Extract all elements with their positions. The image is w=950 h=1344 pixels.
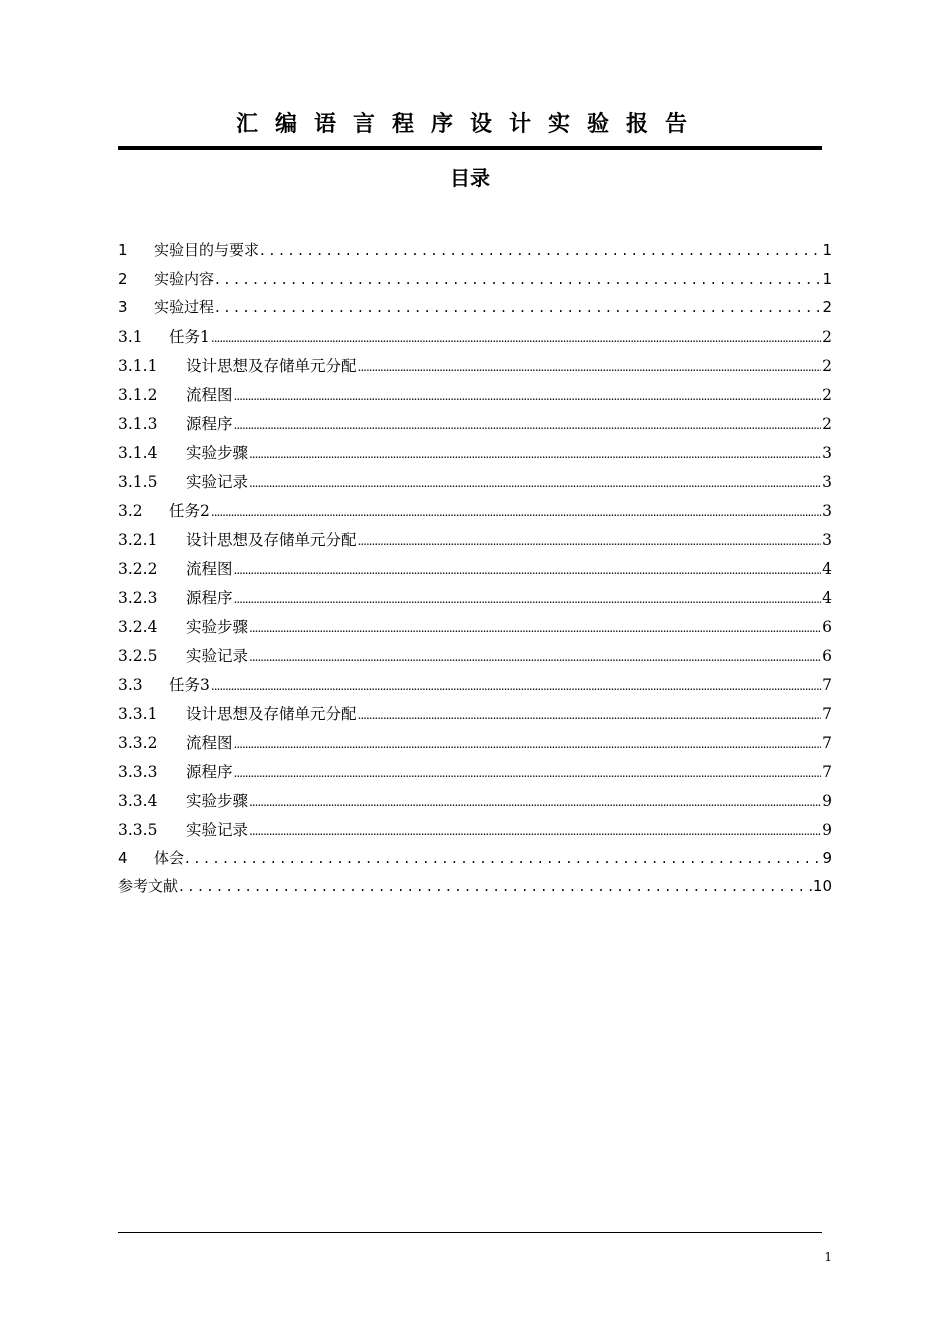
toc-entry-title: 流程图 [186, 733, 233, 752]
toc-entry[interactable] [118, 731, 832, 760]
toc-entry-number: 3.2.1 [118, 530, 158, 549]
toc-entry-page: 7 [822, 762, 832, 781]
toc-entry-number: 3.3.1 [118, 704, 158, 723]
toc-entry-title: 流程图 [186, 559, 233, 578]
toc-entry-title: 实验目的与要求 [154, 241, 260, 259]
toc-entry-title: 源程序 [186, 414, 233, 433]
toc-dot-leader [249, 447, 821, 461]
toc-dot-leader [358, 534, 822, 548]
toc-entry-page: 1 [822, 269, 832, 288]
toc-entry-title: 实验内容 [154, 269, 215, 288]
toc-entry-page: 4 [822, 588, 832, 607]
toc-dot-leader [234, 592, 822, 606]
toc-entry-title: 源程序 [186, 762, 233, 781]
toc-entry-number: 3.3.5 [118, 820, 158, 839]
toc-dot-leader [358, 708, 822, 722]
toc-dot-leader [234, 563, 822, 577]
toc-entry-number: 3.1.4 [118, 443, 158, 462]
toc-entry-number: 3.2.3 [118, 588, 158, 607]
toc-entry-number: 3 [118, 298, 128, 316]
toc-entry-number: 3.2.5 [118, 646, 158, 665]
toc-entry-number: 2 [118, 269, 128, 288]
toc-dot-leader [249, 621, 821, 635]
toc-entry-page: 3 [822, 443, 832, 462]
toc-entry-title: 实验步骤 [186, 791, 249, 810]
toc-entry-page: 3 [822, 472, 832, 491]
toc-entry[interactable] [118, 296, 832, 325]
toc-entry[interactable] [118, 441, 832, 470]
toc-entry[interactable] [118, 818, 832, 847]
toc-entry-title: 参考文献 [118, 877, 179, 895]
toc-entry-title: 源程序 [186, 588, 233, 607]
toc-entry[interactable] [118, 644, 832, 673]
toc-dot-leader [215, 270, 821, 288]
toc-entry-number: 4 [118, 848, 128, 867]
toc-entry-page: 4 [822, 559, 832, 578]
toc-entry-page: 6 [822, 646, 832, 665]
toc-entry[interactable] [118, 789, 832, 818]
toc-entry-title: 任务2 [169, 501, 210, 520]
toc-entry-title: 任务3 [169, 675, 210, 694]
toc-dot-leader [234, 389, 822, 403]
toc-entry-number: 3.3.3 [118, 762, 158, 781]
toc-entry[interactable] [118, 325, 832, 354]
toc-entry-page: 2 [822, 414, 832, 433]
footer-rule [118, 1232, 822, 1233]
toc-dot-leader [260, 241, 821, 259]
toc-entry[interactable] [118, 470, 832, 499]
toc-entry-page: 9 [822, 848, 832, 867]
toc-entry-page: 1 [822, 241, 832, 259]
toc-entry-page: 2 [822, 298, 832, 316]
toc-entry-number: 3.2.2 [118, 559, 158, 578]
toc-dot-leader [211, 679, 821, 693]
toc-entry-title: 实验步骤 [186, 617, 249, 636]
toc-dot-leader [249, 795, 821, 809]
toc-entry[interactable] [118, 586, 832, 615]
toc-entry-number: 3.1.3 [118, 414, 158, 433]
toc-entry-number: 3.1.2 [118, 385, 158, 404]
toc-entry-number: 3.3.4 [118, 791, 158, 810]
toc-entry-title: 设计思想及存储单元分配 [186, 704, 357, 723]
toc-dot-leader [211, 331, 821, 345]
toc-entry-page: 6 [822, 617, 832, 636]
toc-dot-leader [234, 737, 822, 751]
toc-entry-page: 3 [822, 530, 832, 549]
toc-entry[interactable] [118, 354, 832, 383]
page-number: 1 [824, 1250, 832, 1264]
toc-entry-number: 3.2 [118, 501, 143, 520]
toc-entry-number: 3.1 [118, 327, 143, 346]
toc-entry-number: 3.2.4 [118, 617, 158, 636]
toc-entry[interactable] [118, 383, 832, 412]
toc-entry-title: 实验记录 [186, 820, 249, 839]
toc-entry-page: 2 [822, 327, 832, 346]
report-header-title: 汇编语言程序设计实验报告 [235, 112, 704, 137]
toc-entry-page: 2 [822, 356, 832, 375]
toc-entry-title: 体会 [154, 848, 185, 867]
toc-entry[interactable] [118, 268, 832, 297]
toc-entry-number: 3.1.1 [118, 356, 158, 375]
toc-entry-number: 3.3 [118, 675, 143, 694]
toc-entry[interactable] [118, 499, 832, 528]
toc-entry-title: 流程图 [186, 385, 233, 404]
toc-entry[interactable] [118, 528, 832, 557]
toc-dot-leader [249, 650, 821, 664]
toc-entry-page: 10 [812, 877, 832, 895]
toc-dot-leader [179, 877, 812, 895]
toc-entry[interactable] [118, 702, 832, 731]
toc-entry[interactable] [118, 847, 832, 876]
toc-dot-leader [234, 766, 822, 780]
table-of-contents [118, 239, 832, 904]
toc-entry-title: 实验过程 [154, 298, 215, 316]
toc-entry-title: 设计思想及存储单元分配 [186, 356, 357, 375]
toc-entry[interactable] [118, 875, 832, 904]
toc-dot-leader [211, 505, 821, 519]
toc-dot-leader [358, 360, 822, 374]
toc-entry-number: 1 [118, 241, 128, 259]
toc-dot-leader [215, 298, 821, 316]
toc-entry[interactable] [118, 615, 832, 644]
toc-dot-leader [249, 824, 821, 838]
toc-entry[interactable] [118, 673, 832, 702]
toc-entry[interactable] [118, 412, 832, 441]
toc-entry-title: 实验记录 [186, 646, 249, 665]
header-rule [118, 146, 822, 150]
toc-entry[interactable] [118, 239, 832, 268]
toc-dot-leader [249, 476, 821, 490]
toc-entry-page: 9 [822, 791, 832, 810]
toc-entry[interactable] [118, 760, 832, 789]
toc-entry-page: 7 [822, 675, 832, 694]
toc-entry-page: 3 [822, 501, 832, 520]
toc-dot-leader [234, 418, 822, 432]
toc-entry-title: 实验步骤 [186, 443, 249, 462]
toc-entry-page: 2 [822, 385, 832, 404]
toc-entry-page: 7 [822, 733, 832, 752]
toc-dot-leader [185, 849, 821, 867]
toc-entry-title: 任务1 [169, 327, 210, 346]
toc-entry-number: 3.3.2 [118, 733, 158, 752]
toc-entry-number: 3.1.5 [118, 472, 158, 491]
toc-entry-page: 9 [822, 820, 832, 839]
toc-entry[interactable] [118, 557, 832, 586]
toc-entry-title: 实验记录 [186, 472, 249, 491]
toc-entry-page: 7 [822, 704, 832, 723]
toc-heading: 目录 [450, 166, 490, 190]
toc-entry-title: 设计思想及存储单元分配 [186, 530, 357, 549]
